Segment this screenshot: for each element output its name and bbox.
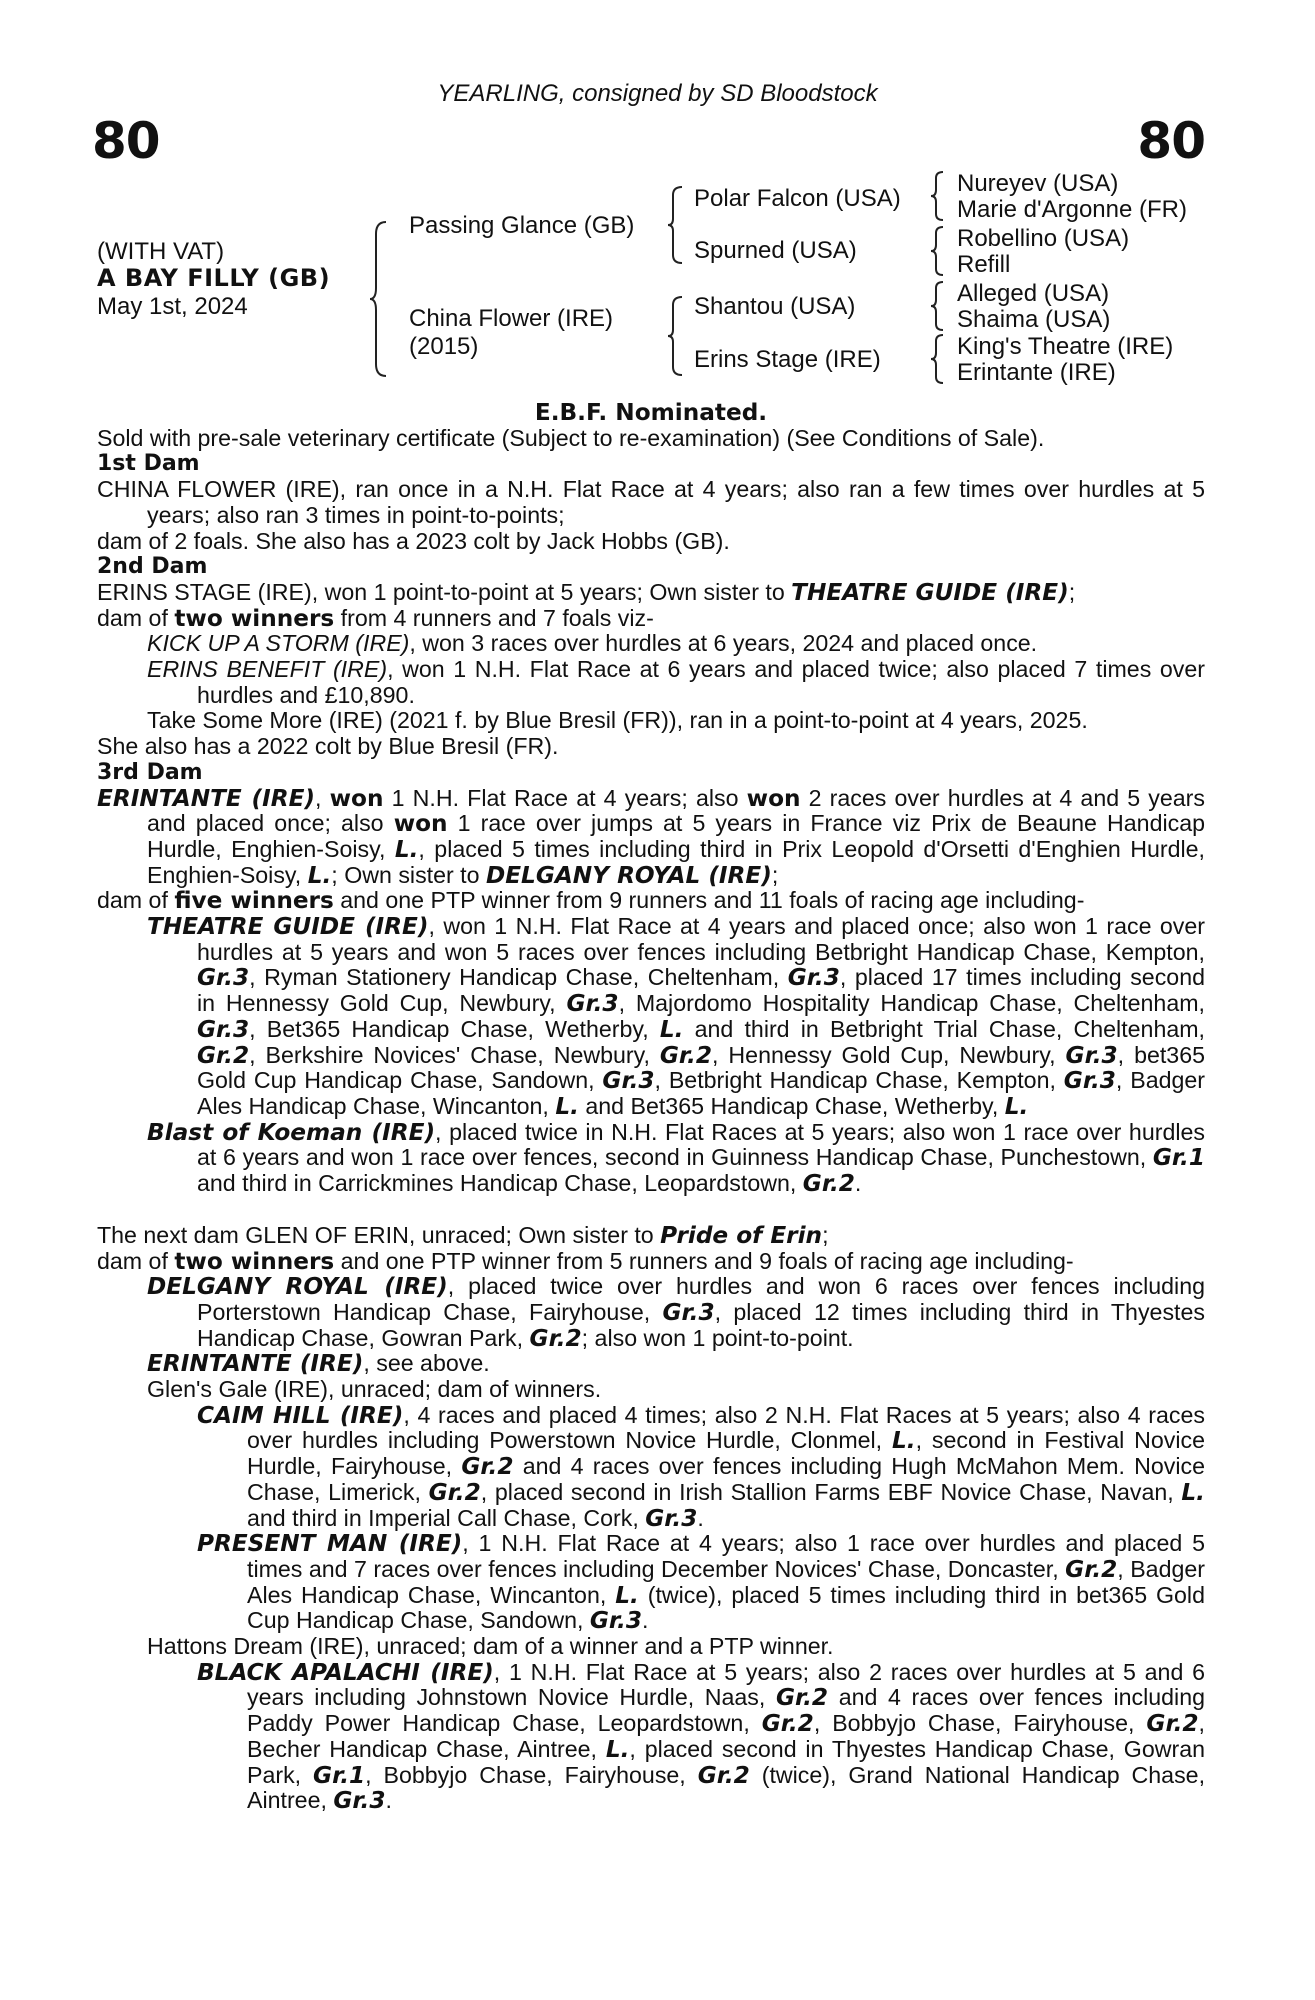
brace-g3-4: [929, 333, 947, 385]
g3-2: Marie d'Argonne (FR): [957, 196, 1187, 223]
g3-4: Refill: [957, 251, 1011, 278]
next-dam-intro: The next dam GLEN OF ERIN, unraced; Own sister to Pride of Erin;: [97, 1221, 829, 1249]
first-dam-text: CHINA FLOWER (IRE), ran once in a N.H. Flat Race at 4 years; also ran a few times over hurdles at 5 years; also ran 3 times in point-to-points;: [97, 476, 1205, 528]
sister-name: THEATRE GUIDE (IRE): [791, 578, 1069, 606]
vat-note: (WITH VAT): [97, 238, 225, 265]
third-dam-dam-of: dam of five winners and one PTP winner from 9 runners and 11 foals of racing age including-: [97, 887, 1085, 915]
horse-name: A BAY FILLY (GB): [97, 264, 331, 292]
dam-sire: Shantou (USA): [694, 293, 856, 320]
brace-dam: [666, 295, 686, 377]
produce-erintante: ERINTANTE (IRE), see above.: [147, 1350, 490, 1378]
lot-number-right: 80: [1137, 112, 1205, 170]
produce-caim-hill: CAIM HILL (IRE), 4 races and placed 4 times; also 2 N.H. Flat Races at 5 years; also 4 races over hurdles including Powerstown Novice Hurdle, Clonmel, L., second in Festival Novice Hurdle, Fairyhouse, Gr.2 and 4 races over fences including Hugh McMahon Mem. Novice Chase, Limerick, Gr.2, placed second in Irish Stallion Farms EBF Novice Chase, Navan, L. and third in Imperial Call Chase, Cork, Gr.3.: [197, 1401, 1205, 1532]
next-dam-dam-of: dam of two winners and one PTP winner from 5 runners and 9 foals of racing age including-: [97, 1247, 1074, 1275]
g3-3: Robellino (USA): [957, 225, 1130, 252]
produce-hattons-dream: Hattons Dream (IRE), unraced; dam of a winner and a PTP winner.: [147, 1633, 834, 1660]
g3-7: King's Theatre (IRE): [957, 333, 1174, 360]
produce-present-man: PRESENT MAN (IRE), 1 N.H. Flat Race at 4 years; also 1 race over hurdles and placed 5 times and 7 races over fences including December Novices' Chase, Doncaster, Gr.2, Badger Ales Handicap Chase, Wincanton, L. (twice), placed 5 times including third in bet365 Gold Cup Handicap Chase, Sandown, Gr.3.: [197, 1530, 1205, 1635]
g3-5: Alleged (USA): [957, 280, 1110, 307]
sire: Passing Glance (GB): [409, 212, 635, 239]
first-dam-heading: 1st Dam: [97, 451, 200, 477]
produce-glens-gale: Glen's Gale (IRE), unraced; dam of winners.: [147, 1376, 602, 1403]
produce-theatre-guide: THEATRE GUIDE (IRE), won 1 N.H. Flat Race at 4 years and placed once; also won 1 race over hurdles at 5 years and won 5 races over fences including Betbright Handicap Chase, Kempton, Gr.3, Ryman Stationery Handicap Chase, Cheltenham, Gr.3, placed 17 times including second in Hennessy Gold Cup, Newbury, Gr.3, Majordomo Hospitality Handicap Chase, Cheltenham, Gr.3, Bet365 Handicap Chase, Wetherby, L. and third in Betbright Trial Chase, Cheltenham, Gr.2, Berkshire Novices' Chase, Newbury, Gr.2, Hennessy Gold Cup, Newbury, Gr.3, bet365 Gold Cup Handicap Chase, Sandown, Gr.3, Betbright Handicap Chase, Kempton, Gr.3, Badger Ales Handicap Chase, Wincanton, L. and Bet365 Handicap Chase, Wetherby, L.: [147, 913, 1206, 1120]
catalogue-text: [97, 400, 1205, 1814]
first-dam-dam-of: dam of 2 foals. She also has a 2023 colt by Jack Hobbs (GB).: [97, 527, 730, 554]
dam-year: (2015): [409, 333, 479, 360]
consignment-line: YEARLING, consigned by SD Bloodstock: [437, 80, 878, 107]
third-dam-text: ERINTANTE (IRE), won 1 N.H. Flat Race at 4 years; also won 2 races over hurdles at 4 and 5 years and placed once; also won 1 race over jumps at 5 years in France viz Prix de Beaune Handicap Hurdle, Enghien-Soisy, L., placed 5 times including third in Prix Leopold d'Orsetti d'Enghien Hurdle, Enghien-Soisy, L.; Own sister to DELGANY ROYAL (IRE);: [97, 784, 1206, 889]
produce-take-some-more: Take Some More (IRE) (2021 f. by Blue Bresil (FR)), ran in a point-to-point at 4 years, 2025.: [147, 707, 1088, 734]
second-dam-heading: 2nd Dam: [97, 554, 208, 580]
brace-g3-3: [929, 280, 947, 332]
sire-sire: Polar Falcon (USA): [694, 185, 901, 212]
g3-8: Erintante (IRE): [957, 359, 1116, 386]
produce-erins-benefit: ERINS BENEFIT (IRE), won 1 N.H. Flat Race at 6 years and placed twice; also placed 7 times over hurdles and £10,890.: [147, 656, 1205, 708]
produce-blast-of-koeman: Blast of Koeman (IRE), placed twice in N.H. Flat Races at 5 years; also won 1 race over hurdles at 6 years and won 1 race over fences, second in Guinness Handicap Chase, Punchestown, Gr.1 and third in Carrickmines Handicap Chase, Leopardstown, Gr.2.: [147, 1118, 1205, 1198]
second-dam-also: She also has a 2022 colt by Blue Bresil (FR).: [97, 733, 559, 760]
sire-dam: Spurned (USA): [694, 237, 857, 264]
brace-main: [368, 220, 392, 378]
brace-g3-1: [929, 170, 947, 222]
horse-dob: May 1st, 2024: [97, 293, 248, 320]
produce-kick-up-a-storm: KICK UP A STORM (IRE), won 3 races over hurdles at 6 years, 2024 and placed once.: [147, 630, 1038, 657]
brace-sire: [666, 185, 686, 265]
brace-g3-2: [929, 225, 947, 277]
sold-note: Sold with pre-sale veterinary certificate (Subject to re-examination) (See Conditions of Sale).: [97, 424, 1045, 451]
third-dam-heading: 3rd Dam: [97, 759, 203, 785]
dam-name: China Flower (IRE): [409, 305, 614, 332]
g3-6: Shaima (USA): [957, 306, 1111, 333]
second-dam-intro: ERINS STAGE (IRE), won 1 point-to-point at 5 years; Own sister to THEATRE GUIDE (IRE);: [97, 578, 1076, 606]
second-dam-dam-of: dam of two winners from 4 runners and 7 foals viz-: [97, 604, 654, 632]
produce-delgany-royal: DELGANY ROYAL (IRE), placed twice over hurdles and won 6 races over fences including Porterstown Handicap Chase, Fairyhouse, Gr.3, placed 12 times including third in Thyestes Handicap Chase, Gowran Park, Gr.2; also won 1 point-to-point.: [147, 1273, 1205, 1352]
dam-dam: Erins Stage (IRE): [694, 346, 881, 373]
lot-number-left: 80: [92, 112, 160, 170]
produce-black-apalachi: BLACK APALACHI (IRE), 1 N.H. Flat Race at 5 years; also 2 races over hurdles at 5 and 6 years including Johnstown Novice Hurdle, Naas, Gr.2 and 4 races over fences including Paddy Power Handicap Chase, Leopardstown, Gr.2, Bobbyjo Chase, Fairyhouse, Gr.2, Becher Handicap Chase, Aintree, L., placed second in Thyestes Handicap Chase, Gowran Park, Gr.1, Bobbyjo Chase, Fairyhouse, Gr.2 (twice), Grand National Handicap Chase, Aintree, Gr.3.: [197, 1658, 1206, 1815]
g3-1: Nureyev (USA): [957, 170, 1119, 197]
ebf-line: E.B.F. Nominated.: [534, 399, 768, 426]
